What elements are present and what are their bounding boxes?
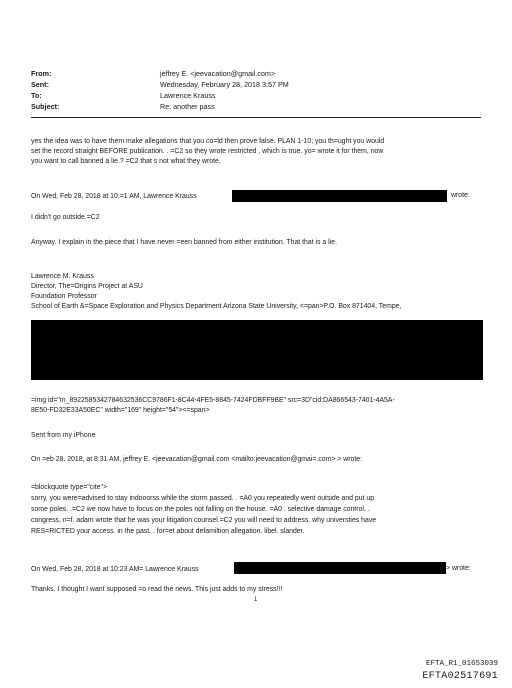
body-line: =blockquote type="cite"> bbox=[31, 484, 107, 491]
body-line: RES=RICTED your access. in the past. . for=et about defamiltion allegation. libel. slander. bbox=[31, 528, 305, 535]
quote-intro: On Wed, Feb 28, 2018 at 10:23 AM= Lawrence Krauss bbox=[31, 566, 199, 573]
sent-value: Wednesday, February 28, 2018 3:57 PM bbox=[160, 80, 289, 89]
quote-wrote: wrote: bbox=[451, 192, 470, 199]
body-line: you want to call banned a lie.? =C2 that s not what they wrote, bbox=[31, 158, 221, 165]
subject-value: Re: another pass bbox=[160, 102, 215, 111]
body-line: =img id="m_8922585342784632536CC9786F1-8C44-4FE5-8845-7424FDBFF9BE" src=3D"cid:DA866543-7401-4A5A- bbox=[31, 397, 395, 404]
subject-label: Subject: bbox=[31, 102, 60, 111]
quote-intro: On =eb 28, 2018, at 8:31 AM, jeffrey E. <jeevacation@gmail.com <mailto:jeevacation@gmai=.com> > wrote: bbox=[31, 456, 363, 463]
body-line: 8E50-FD32E33A50EC" width="169" height="54"><=span> bbox=[31, 407, 210, 414]
body-line: set the record straight BEFORE publication. . =C2 so they wrote restricted , which is true. yo= wrote it for them, now bbox=[31, 148, 384, 155]
quote-wrote: > wrote: bbox=[446, 565, 471, 572]
signature-line: School of Earth &=Space Exploration and Physics Department Arizona State University, <=pan>P.O. Box 871404, Tempe, bbox=[31, 303, 402, 310]
body-line: congress, n=f. adam wrote that he was your litigation counsel.=C2 you will need to address. why universties have bbox=[31, 517, 377, 524]
to-label: To: bbox=[31, 91, 42, 100]
body-line: I didn't go outside.=C2 bbox=[31, 214, 100, 221]
header-divider bbox=[31, 117, 481, 118]
signature-line: Foundation Professor bbox=[31, 293, 97, 300]
body-line: Anyway. I explain in the piece that I have never =een banned from either institution. That that is a lie. bbox=[31, 239, 337, 246]
bates-number-large: EFTA02517691 bbox=[422, 671, 498, 682]
bates-number-small: EFTA_R1_01653039 bbox=[425, 660, 498, 668]
from-label: From: bbox=[31, 69, 52, 78]
signature-line: Lawrence M. Krauss bbox=[31, 273, 94, 280]
body-line: some poles. .=C2 we now have to focus on the poles not falling on the house. =A0 . selective damage control. . bbox=[31, 506, 370, 513]
sent-label: Sent: bbox=[31, 80, 49, 89]
redaction-block bbox=[31, 320, 483, 380]
body-line: yes the idea was to have them make allegations that you co=ld then prove false. PLAN 1-10; you th=ught you would bbox=[31, 138, 385, 145]
page-number: 1 bbox=[254, 597, 258, 603]
redaction-box bbox=[234, 562, 446, 574]
signature-line: Director, The=Origins Project at ASU bbox=[31, 283, 143, 290]
body-line: sorry, you were=advised to stay indooorss while the storm passed. . =A0 you repeatedly went outside and put up bbox=[31, 495, 375, 502]
body-line: Sent from my iPhone bbox=[31, 432, 96, 439]
to-value: Lawrence Krauss bbox=[160, 91, 216, 100]
body-line: Thanks. I thought I want supposed =o read the news. This just adds to my stress!!! bbox=[31, 586, 283, 593]
quote-intro: On Wed, Feb 28, 2018 at 10:=1 AM, Lawrence Krauss bbox=[31, 193, 197, 200]
from-value: jeffrey E. <jeevacation@gmail.com> bbox=[160, 69, 276, 78]
redaction-box bbox=[232, 190, 447, 202]
